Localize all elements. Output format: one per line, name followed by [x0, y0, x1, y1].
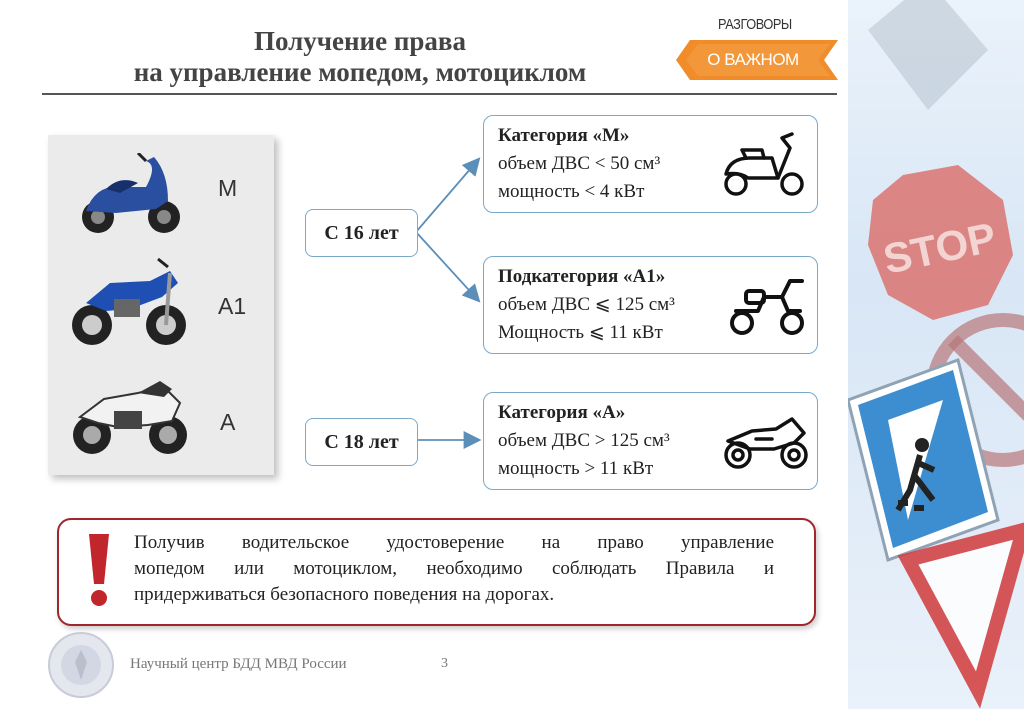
- stop-sign-icon: [868, 165, 1013, 320]
- category-label-m: M: [218, 175, 238, 201]
- sportbike-icon: [722, 409, 810, 473]
- scooter-icon: [720, 128, 808, 200]
- card-power: мощность > 11 кВт: [498, 458, 654, 479]
- warning-line-1: Получив водительское удостоверение на право управление: [134, 532, 774, 553]
- brand-tag-text: О ВАЖНОМ: [707, 50, 799, 69]
- card-engine-volume: объем ДВС ⩽ 125 см³: [498, 294, 675, 315]
- exclamation-icon: [84, 530, 114, 610]
- page-number: 3: [441, 656, 448, 671]
- road-signs-decoration: [848, 0, 1024, 709]
- card-power: мощность < 4 кВт: [498, 181, 645, 202]
- card-category-a: [483, 392, 818, 490]
- card-engine-volume: объем ДВС > 125 см³: [498, 430, 670, 451]
- footer-org: Научный центр БДД МВД России: [130, 656, 347, 672]
- card-category-a1: [483, 256, 818, 354]
- mvd-emblem-icon: [40, 630, 122, 700]
- card-title: Категория «М»: [498, 125, 630, 146]
- pedestrian-crossing-sign-icon: [848, 360, 998, 560]
- card-title: Подкатегория «А1»: [498, 266, 666, 287]
- arrow-to-category-m: [416, 160, 478, 232]
- card-engine-volume: объем ДВС < 50 см³: [498, 153, 661, 174]
- age-box-16: С 16 лет: [305, 209, 418, 257]
- title-line-2: на управление мопедом, мотоциклом: [133, 57, 587, 87]
- category-label-a1: A1: [218, 293, 247, 319]
- brand-top-text: РАЗГОВОРЫ: [718, 16, 792, 33]
- category-label-a: A: [220, 409, 236, 435]
- warning-line-3: придерживаться безопасного поведения на дорогах.: [134, 584, 555, 605]
- card-power: Мощность ⩽ 11 кВт: [498, 322, 663, 343]
- age-box-18: С 18 лет: [305, 418, 418, 466]
- card-title: Категория «А»: [498, 402, 626, 423]
- moped-icon: [728, 271, 808, 339]
- card-category-m: [483, 115, 818, 213]
- warning-triangle-sign-icon: [908, 530, 1023, 690]
- warning-line-2: мопедом или мотоциклом, необходимо соблюдать Правила и: [134, 558, 774, 579]
- title-line-1: Получение права: [253, 26, 466, 56]
- arrow-to-category-a1: [416, 232, 478, 300]
- svg-text:STOP: STOP: [879, 213, 1001, 283]
- diamond-sign-icon: [868, 0, 988, 110]
- warning-text: [134, 530, 774, 608]
